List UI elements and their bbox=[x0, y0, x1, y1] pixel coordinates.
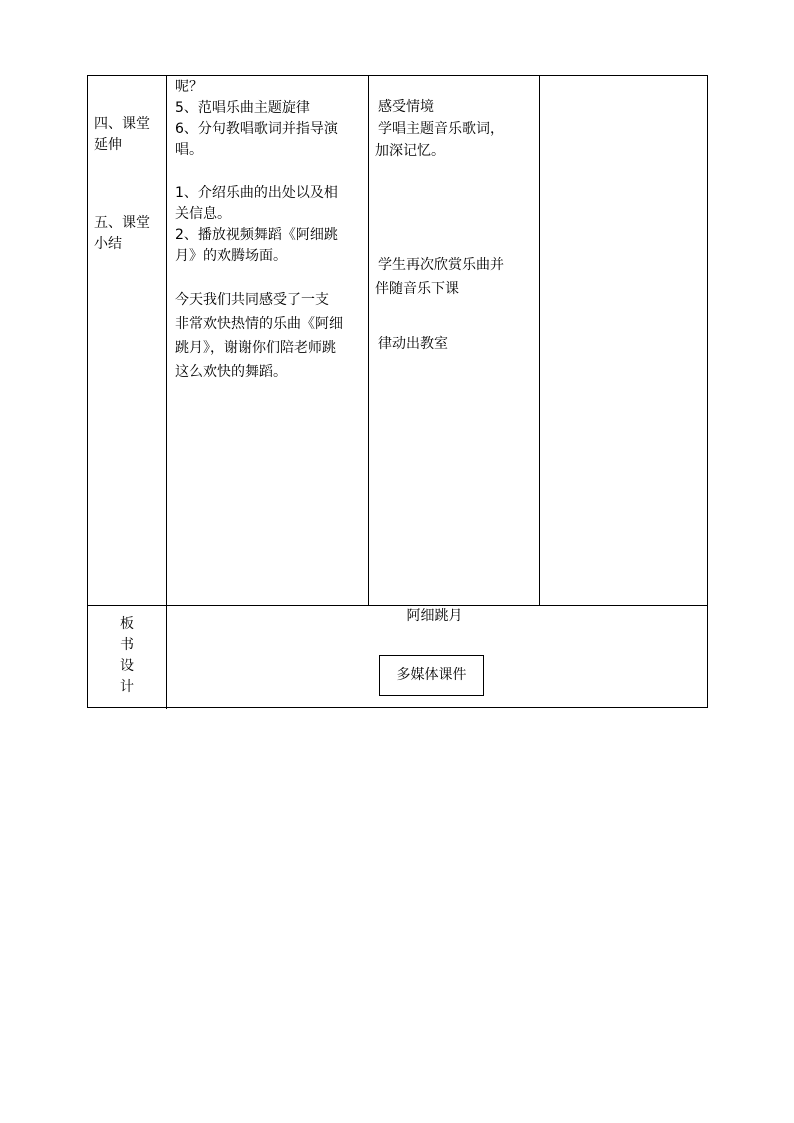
board-design-label: 板 书 设 计 bbox=[120, 616, 134, 695]
multimedia-courseware-box: 多媒体课件 bbox=[379, 655, 484, 696]
teacher-activity-block-2: 1、介绍乐曲的出处以及相 关信息。 2、播放视频舞蹈《阿细跳 月》的欢腾场面。 bbox=[175, 185, 338, 264]
lesson-plan-table bbox=[87, 75, 708, 708]
column-divider-3 bbox=[539, 76, 540, 606]
stage-extension-label: 四、课堂 延伸 bbox=[94, 116, 150, 153]
student-activity-block-1: 感受情境 学唱主题音乐歌词， 加深记忆。 bbox=[375, 99, 504, 159]
board-design-title: 阿细跳月 bbox=[406, 608, 463, 624]
student-activity-block-2: 学生再次欣赏乐曲并 伴随音乐下课 bbox=[375, 257, 504, 297]
teacher-activity-block-3: 今天我们共同感受了一支 非常欢快热情的乐曲《阿细 跳月》，谢谢你们陪老师跳 这么欢快的舞蹈。 bbox=[175, 292, 343, 380]
stage-summary-label: 五、课堂 小结 bbox=[94, 215, 150, 252]
student-activity-block-3: 律动出教室 bbox=[378, 336, 448, 352]
column-divider-2 bbox=[368, 76, 369, 606]
teacher-activity-block-1: 呢？ 5、范唱乐曲主题旋律 6、分句教唱歌词并指导演 唱。 bbox=[175, 79, 338, 158]
